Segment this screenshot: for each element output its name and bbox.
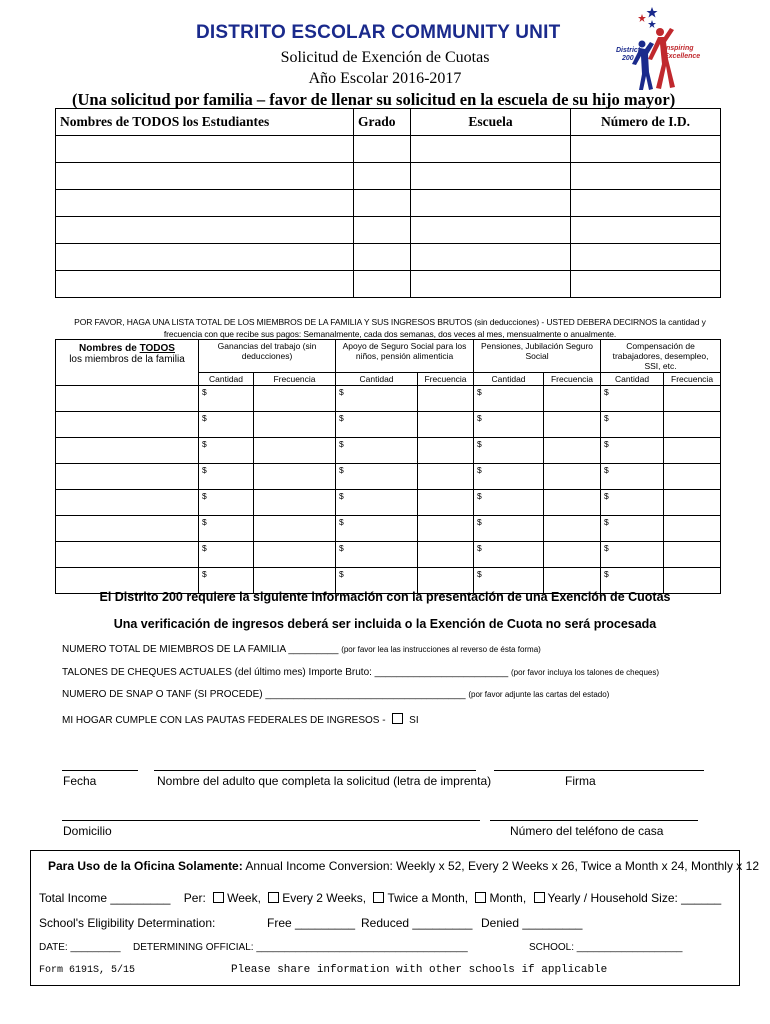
income-conversion: Annual Income Conversion: Weekly x 52, Every 2 Weeks x 26, Twice a Month x 24, Monthly x 12 [245,859,759,873]
sub-frecuencia: Frecuencia [544,373,601,386]
table-row[interactable] [56,490,721,516]
snap-note: (por favor adjunte las cartas del estado) [468,690,610,699]
fecha-label: Fecha [63,774,97,788]
amount-cell[interactable]: $ [601,568,664,594]
amount-cell[interactable]: $ [336,516,418,542]
paystubs-label: TALONES DE CHEQUES ACTUALES (del último mes) Importe Bruto: ________________________ [62,667,509,678]
members-label-b: TODOS [139,343,175,354]
sub-cantidad: Cantidad [199,373,254,386]
telefono-label: Número del teléfono de casa [510,824,664,838]
form-number: Form 6191S, 5/15 [39,965,136,976]
frequency-cell[interactable] [254,516,336,542]
official-field[interactable]: DETERMINING OFFICIAL: ______________________________________ [133,942,468,953]
table-row[interactable] [56,464,721,490]
group-support: Apoyo de Seguro Social para los niños, pensión alimenticia [336,340,474,373]
amount-cell[interactable]: $ [474,490,544,516]
amount-cell[interactable]: $ [336,438,418,464]
frequency-cell[interactable] [664,542,721,568]
amount-cell[interactable]: $ [474,516,544,542]
members-total-note: (por favor lea las instrucciones al reverso de ésta forma) [341,645,541,654]
guidelines-yes-checkbox[interactable] [392,713,403,724]
id-cell[interactable] [571,136,721,163]
student-name-cell[interactable] [56,271,354,298]
amount-cell[interactable]: $ [199,542,254,568]
grade-cell[interactable] [354,163,411,190]
nombre-label: Nombre del adulto que completa la solicitud (letra de imprenta) [157,774,492,788]
school-cell[interactable] [411,163,571,190]
table-row[interactable] [56,516,721,542]
students-header-row [56,109,721,136]
frequency-cell[interactable] [664,386,721,412]
fecha-line[interactable] [62,770,138,771]
total-income-field[interactable]: Total Income _________ [39,891,171,905]
sub-frecuencia: Frecuencia [418,373,474,386]
frequency-cell[interactable] [254,542,336,568]
table-row[interactable] [56,412,721,438]
members-label-a: Nombres de [79,343,140,354]
guidelines-label: MI HOGAR CUMPLE CON LAS PAUTAS FEDERALES DE INGRESOS - [62,715,386,726]
requirement-line-2: Una verificación de ingresos deberá ser incluida o la Exención de Cuota no será procesada [113,617,657,631]
frequency-cell[interactable] [254,412,336,438]
amount-cell[interactable]: $ [474,412,544,438]
table-row[interactable] [56,386,721,412]
income-instructions: POR FAVOR, HAGA UNA LISTA TOTAL DE LOS MIEMBROS DE LA FAMILIA Y SUS INGRESOS BRUTOS (sin deducciones) - USTED DEBERA DECIRNOS la cantidad y frecuencia con que recibe sus pagos: Semanalmente, cada dos semanas, dos veces al mes, mensualmente o anualmente. [74,317,706,339]
amount-cell[interactable]: $ [601,516,664,542]
firma-line[interactable] [494,770,704,771]
yearly-label: Yearly [547,891,581,905]
reduced-field[interactable]: Reduced _________ [361,916,473,930]
table-row[interactable] [56,217,721,244]
grade-cell[interactable] [354,244,411,271]
amount-cell[interactable]: $ [601,490,664,516]
frequency-cell[interactable] [418,438,474,464]
members-total-label: NUMERO TOTAL DE MIEMBROS DE LA FAMILIA _________ [62,644,339,655]
school-cell[interactable] [411,217,571,244]
telefono-line[interactable] [490,820,698,821]
table-row[interactable] [56,136,721,163]
guidelines-field [62,713,419,726]
guidelines-yes-label: SI [409,715,419,726]
frequency-cell[interactable] [544,412,601,438]
income-table [55,339,721,594]
frequency-cell[interactable] [664,438,721,464]
frequency-cell[interactable] [418,542,474,568]
denied-field[interactable]: Denied _________ [481,916,583,930]
school-field[interactable]: SCHOOL: ___________________ [529,942,683,953]
member-name-cell[interactable] [56,438,199,464]
week-checkbox[interactable] [213,892,224,903]
student-name-cell[interactable] [56,244,354,271]
amount-cell[interactable]: $ [474,464,544,490]
requirement-line-1: El Distrito 200 requiere la siguiente información con la presentación de una Exención de Cuotas [99,590,671,604]
amount-cell[interactable]: $ [336,490,418,516]
per-label: Per: [183,891,206,905]
member-name-cell[interactable] [56,386,199,412]
amount-cell[interactable]: $ [601,412,664,438]
firma-label: Firma [565,774,596,788]
amount-cell[interactable]: $ [474,386,544,412]
grade-cell[interactable] [354,136,411,163]
id-cell[interactable] [571,190,721,217]
frequency-cell[interactable] [664,412,721,438]
frequency-cell[interactable] [544,386,601,412]
school-cell[interactable] [411,271,571,298]
frequency-cell[interactable] [544,464,601,490]
month-label: Month, [489,891,527,905]
table-row[interactable] [56,190,721,217]
group-earnings: Ganancias del trabajo (sin deducciones) [199,340,336,373]
sub-frecuencia: Frecuencia [664,373,721,386]
sub-frecuencia: Frecuencia [254,373,336,386]
frequency-cell[interactable] [544,542,601,568]
frequency-cell[interactable] [418,412,474,438]
amount-cell[interactable]: $ [199,490,254,516]
amount-cell[interactable]: $ [601,542,664,568]
frequency-cell[interactable] [254,490,336,516]
frequency-cell[interactable] [664,516,721,542]
members-total-field[interactable] [62,644,541,655]
student-name-cell[interactable] [56,190,354,217]
amount-cell[interactable]: $ [474,542,544,568]
frequency-cell[interactable] [418,386,474,412]
amount-cell[interactable]: $ [336,412,418,438]
domicilio-label: Domicilio [63,824,112,838]
frequency-cell[interactable] [664,464,721,490]
share-note: Please share information with other schools if applicable [231,964,608,976]
district-logo [612,4,702,94]
amount-cell[interactable]: $ [199,516,254,542]
amount-cell[interactable]: $ [199,438,254,464]
grade-cell[interactable] [354,271,411,298]
table-row[interactable] [56,438,721,464]
id-cell[interactable] [571,271,721,298]
frequency-cell[interactable] [254,438,336,464]
paystubs-note: (por favor incluya los talones de cheques) [510,668,660,677]
amount-cell[interactable]: $ [199,464,254,490]
id-cell[interactable] [571,163,721,190]
amount-cell[interactable]: $ [474,438,544,464]
students-table [55,108,721,298]
eligibility-line [39,916,215,930]
amount-cell[interactable]: $ [601,386,664,412]
header-grade: Grado [354,109,411,136]
date-field[interactable]: DATE: _________ [39,942,121,953]
id-cell[interactable] [571,244,721,271]
amount-cell[interactable]: $ [199,412,254,438]
frequency-cell[interactable] [418,490,474,516]
student-name-cell[interactable] [56,217,354,244]
header-school: Escuela [411,109,571,136]
member-name-cell[interactable] [56,490,199,516]
amount-cell[interactable]: $ [199,386,254,412]
office-use-box [30,850,759,986]
student-name-cell[interactable] [56,163,354,190]
amount-cell[interactable]: $ [601,438,664,464]
form-subtitle: Solicitud de Exención de Cuotas [280,49,490,66]
table-row[interactable] [56,271,721,298]
frequency-cell[interactable] [418,516,474,542]
grade-cell[interactable] [354,217,411,244]
nombre-line[interactable] [154,770,476,771]
table-row[interactable] [56,163,721,190]
frequency-cell[interactable] [544,490,601,516]
frequency-cell[interactable] [664,490,721,516]
domicilio-line[interactable] [62,820,480,821]
amount-cell[interactable]: $ [336,386,418,412]
household-size-field[interactable]: / Household Size: ______ [583,891,722,905]
every-2-weeks-label: Every 2 Weeks, [282,891,367,905]
frequency-cell[interactable] [254,464,336,490]
office-heading: Para Uso de la Oficina Solamente: [48,859,243,873]
svg-text:200: 200 [622,55,634,62]
snap-field[interactable] [62,689,609,700]
every-2-weeks-checkbox[interactable] [268,892,279,903]
school-cell[interactable] [411,190,571,217]
header-names: Nombres de TODOS los Estudiantes [56,109,354,136]
student-name-cell[interactable] [56,136,354,163]
group-pensions: Pensiones, Jubilación Seguro Social [474,340,601,373]
member-name-cell[interactable] [56,542,199,568]
twice-a-month-label: Twice a Month, [387,891,469,905]
group-compensation: Compensación de trabajadores, desempleo, SSI, etc. [601,340,721,373]
twice-a-month-checkbox[interactable] [373,892,384,903]
sub-cantidad: Cantidad [336,373,418,386]
snap-label: NUMERO DE SNAP O TANF (SI PROCEDE) ____________________________________ [62,689,466,700]
office-income-line [39,891,721,905]
svg-text:Excellence: Excellence [664,53,701,60]
office-heading-line [48,859,759,873]
amount-cell[interactable]: $ [601,464,664,490]
amount-cell[interactable]: $ [199,568,254,594]
amount-cell[interactable]: $ [474,568,544,594]
sub-cantidad: Cantidad [474,373,544,386]
member-name-cell[interactable] [56,412,199,438]
frequency-cell[interactable] [544,516,601,542]
members-header [56,340,199,386]
members-label-c: los miembros de la familia [69,354,185,365]
table-row[interactable] [56,244,721,271]
school-year: Año Escolar 2016-2017 [308,70,462,87]
school-cell[interactable] [411,136,571,163]
frequency-cell[interactable] [254,386,336,412]
month-checkbox[interactable] [475,892,486,903]
header-id: Número de I.D. [571,109,721,136]
table-row[interactable] [56,542,721,568]
income-rows [56,386,721,594]
frequency-cell[interactable] [418,464,474,490]
free-field[interactable]: Free _________ [267,916,356,930]
sub-cantidad: Cantidad [601,373,664,386]
member-name-cell[interactable] [56,516,199,542]
amount-cell[interactable]: $ [336,464,418,490]
school-cell[interactable] [411,244,571,271]
amount-cell[interactable]: $ [336,542,418,568]
svg-text:District: District [616,47,641,54]
member-name-cell[interactable] [56,464,199,490]
grade-cell[interactable] [354,190,411,217]
yearly-checkbox[interactable] [534,892,545,903]
id-cell[interactable] [571,217,721,244]
form-title: DISTRITO ESCOLAR COMMUNITY UNIT [196,22,561,43]
instruction-text: (Una solicitud por familia – favor de llenar su solicitud en la escuela de su hijo mayor) [72,90,676,109]
paystubs-field[interactable] [62,667,659,678]
amount-cell[interactable]: $ [336,568,418,594]
svg-text:Inspiring: Inspiring [664,45,694,52]
frequency-cell[interactable] [544,438,601,464]
eligibility-label: School's Eligibility Determination: [39,916,216,930]
week-label: Week, [227,891,261,905]
